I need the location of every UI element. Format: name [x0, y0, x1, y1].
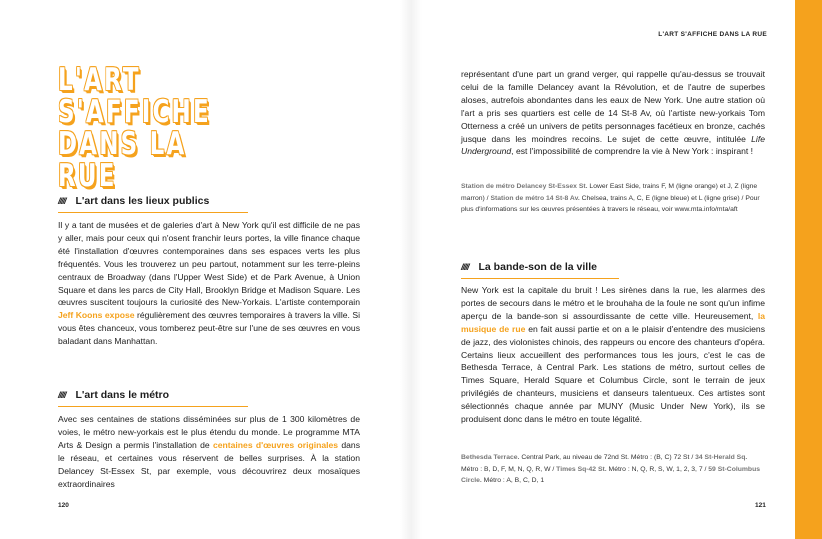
- chapter-title-line2: DANS LA RUE: [58, 126, 187, 194]
- info-herald-sq: 34 St-Herald Sq.: [695, 454, 748, 461]
- section-rule: [461, 278, 619, 279]
- info-station-delancey: Station de métro Delancey St-Essex St.: [461, 183, 588, 190]
- running-head: L'ART S'AFFICHE DANS LA RUE: [658, 31, 767, 38]
- section-marker: /////: [58, 196, 66, 206]
- section-marker: /////: [461, 262, 469, 272]
- info-bethesda: Bethesda Terrace.: [461, 454, 520, 461]
- page-number-right: 121: [755, 502, 766, 509]
- artwork-title: Life Underground: [461, 133, 765, 157]
- section-heading-label: L'art dans les lieux publics: [75, 195, 210, 207]
- info-station-14st: Station de métro 14 St-8 Av.: [490, 194, 580, 202]
- practical-info-music: Bethesda Terrace. Central Park, au niveau de 72nd St. Métro : (B, C) 72 St / 34 St-Herald Sq. Métro : B, D, F, M, N, Q, R, W / Times Sq-42 St. Métro : N, Q, R, S, W, 1, 2, 3, 7 / 59 St-Columbus Circle. Métro : A, B, C, D, 1: [461, 454, 761, 484]
- paragraph-metro-continued: représentant d'une part un grand verger, qui rappelle qu'au-dessus se trouvait celui de la famille Delancey avant la Révolution, et de l'autre de superbes aloses, autrefois abondantes dans les eaux de New York. Une autre station où l'art a pris ses quartiers est celle de 14 St-8 Av, où l'artiste new-yorkais Tom Otterness a créé un univers de petits personnages facétieux en bronze, cachés jusque dans les moindres recoins. Le sujet de cette œuvre, intitulée Life Underground, est l'impossibilité de comprendre la vie à New York : inspirant !: [461, 69, 765, 157]
- info-columbus: 59 St-Columbus Circle.: [461, 465, 761, 484]
- section-heading-label: La bande-son de la ville: [478, 261, 597, 273]
- paragraph-metro: Avec ses centaines de stations disséminées sur plus de 1 300 kilomètres de voies, le métro new-yorkais est le plus étendu du monde. Le programme MTA Arts & Design a permis l'installation de centaines d'œuvres originales dans le réseau, et certaines vous réservent de belles surprises. À la station Delancey St-Essex St, par exemple, vous découvrirez deux mosaïques extraordinaires: [58, 414, 360, 489]
- page-number-left: 120: [58, 502, 69, 509]
- orange-edge-bar: [795, 0, 822, 539]
- section-heading-label: L'art dans le métro: [75, 389, 170, 401]
- section-marker: /////: [58, 390, 66, 400]
- practical-info-metro: Station de métro Delancey St-Essex St. Lower East Side, trains F, M (ligne orange) et J, Z (ligne marron) / Station de métro 14 St-8 Av. Chelsea, trains A, C, E (ligne bleue) et L (ligne grise) / Pour plus d'informations sur les œuvres présentées à travers le réseau, voir www.mta.info/mta/aft: [461, 183, 760, 213]
- section-rule: [58, 212, 248, 213]
- section-heading-public-places: [58, 193, 209, 209]
- highlight-street-music: la musique de rue: [461, 310, 765, 334]
- info-times-sq: Times Sq-42 St.: [556, 465, 607, 473]
- section-rule: [58, 406, 248, 407]
- section-heading-soundtrack: [461, 259, 597, 275]
- page-gutter: [400, 0, 422, 539]
- highlight-original-works: centaines d'œuvres originales: [212, 439, 339, 450]
- highlight-jeff-koons: Jeff Koons expose: [58, 310, 135, 321]
- paragraph-soundtrack: New York est la capitale du bruit ! Les sirènes dans la rue, les alarmes des portes de secours dans le métro et le brouhaha de la foule ne sont qu'un infime aperçu de la bande-son si assourdissante de cette ville. Heureusement, la musique de rue en fait aussi partie et on a le plaisir d'entendre des musiciens de jazz, des violonistes chinois, des rappeurs ou encore des chanteurs d'opéra. Certains lieux accueillent des performances tous les jours, c'est le cas de Bethesda Terrace, à Central Park. Les stations de métro, surtout celles de Times Square, Herald Square et Columbus Circle, sont le terrain de jeux privilégiés de chanteurs, musiciens et danseurs talentueux. Ces artistes sont sélectionnés chaque année par MUNY (Music Under New York), ils se produisent donc dans le métro en toute légalité.: [461, 285, 766, 425]
- paragraph-public-places: Il y a tant de musées et de galeries d'art à New York qu'il est difficile de ne pas y aller, mais pour ceux qui n'osent franchir leurs portes, la ville finance chaque été l'installation d'œuvres contemporaines dans ses espaces verts les plus fréquentés. Vous les trouverez un peu partout, notamment sur les terre-pleins centraux de Broadway (dans l'Upper West Side) et de Park Avenue, à Union Square et dans les parcs de City Hall, Brooklyn Bridge et Madison Square. Les œuvres suscitent toujours la curiosité des New-Yorkais. L'artiste contemporain Jeff Koons expose régulièrement des œuvres temporaires à travers la ville. Si vous êtes chanceux, vous tomberez peut-être sur l'une de ses œuvres en vous baladant dans Manhattan.: [58, 220, 360, 347]
- section-heading-metro: [58, 387, 169, 403]
- chapter-title-line1: L'ART S'AFFICHE: [58, 62, 211, 130]
- chapter-title: [58, 64, 250, 192]
